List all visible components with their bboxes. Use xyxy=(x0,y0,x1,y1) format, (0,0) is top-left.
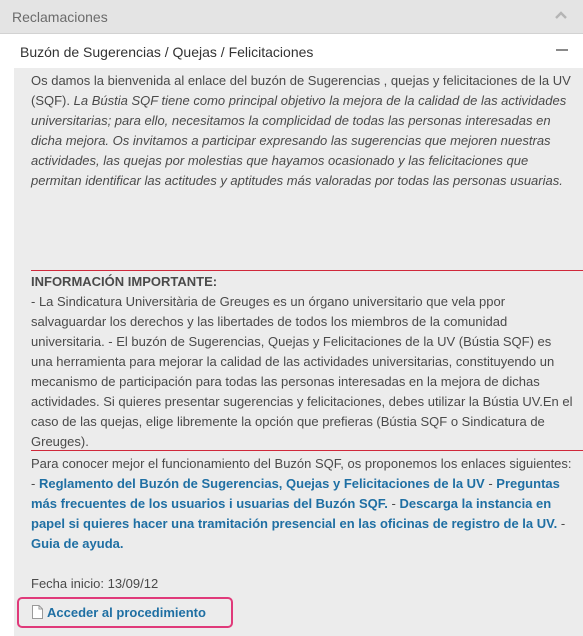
link-reglamento[interactable]: Reglamento del Buzón de Sugerencias, Quejas y Felicitaciones de la UV xyxy=(38,476,485,491)
links-paragraph xyxy=(31,454,576,554)
important-info xyxy=(31,272,576,452)
intro-normal: Os damos la bienvenida al enlace del buzón de Sugerencias , quejas y felicitaciones de la UV (SQF). xyxy=(31,73,571,108)
section-header[interactable] xyxy=(0,34,583,68)
intro-text xyxy=(31,71,576,191)
link-preguntas-frecuentes[interactable]: Preguntas más frecuentes de los usuarios i usuarias del Buzón SQF. xyxy=(31,476,560,511)
access-procedure-button[interactable] xyxy=(17,597,233,628)
document-icon xyxy=(32,605,43,619)
divider-top xyxy=(31,270,583,271)
info-heading: INFORMACIÓN IMPORTANTE: xyxy=(31,274,218,289)
minus-icon[interactable] xyxy=(556,44,569,58)
link-separator: - xyxy=(387,496,400,511)
info-body: - La Sindicatura Universitària de Greuges es un órgano universitario que vela ppor salvaguardar los derechos y las libertades de todos los miembros de la comunidad universitaria. - El buzón de Sugerencias, Quejas y Felicitaciones de la UV (Bústia SQF) es una herramienta para mejorar la calidad de las actividades universitarias, constituyendo un mecanismo de participación para todas las personas interesadas en la mejora de dichas actividades. Si quieres presentar sugerencias y felicitaciones, debes utilizar la Bústia UV.En el caso de las quejas, elige libremente la opción que prefieras (Bústia SQF o Sindicatura de Greuges). xyxy=(31,294,573,449)
intro-italic: La Bústia SQF tiene como principal objetivo la mejora de la calidad de las actividades universitarias; para ello, necesitamos la complicidad de todas las personas interesadas en dicha mejora. Os invitamos a participar expresando las sugerencias que mejoren nuestras actividades, las quejas por molestias que hayamos ocasionado y las felicitaciones que permitan identificar las actitudes y aptitudes más valoradas por todas las personas usuarias. xyxy=(31,93,567,188)
access-procedure-label: Acceder al procedimiento xyxy=(47,605,206,620)
panel-title: Reclamaciones xyxy=(12,9,108,25)
link-guia-ayuda[interactable]: Guia de ayuda. xyxy=(31,536,124,551)
divider-bottom xyxy=(31,450,583,451)
start-date: Fecha inicio: 13/09/12 xyxy=(31,576,159,591)
section-title: Buzón de Sugerencias / Quejas / Felicitaciones xyxy=(20,44,314,60)
link-separator: - xyxy=(484,476,497,491)
link-separator: - xyxy=(557,516,566,531)
panel-header[interactable] xyxy=(0,0,583,34)
link-descarga-instancia[interactable]: Descarga la instancia en papel si quieres hacer una tramitación presencial en las oficinas de registro de la UV. xyxy=(31,496,558,531)
links-intro: Para conocer mejor el funcionamiento del Buzón SQF, os proponemos los enlaces siguientes: - xyxy=(31,456,572,491)
chevron-up-icon[interactable] xyxy=(553,7,569,23)
